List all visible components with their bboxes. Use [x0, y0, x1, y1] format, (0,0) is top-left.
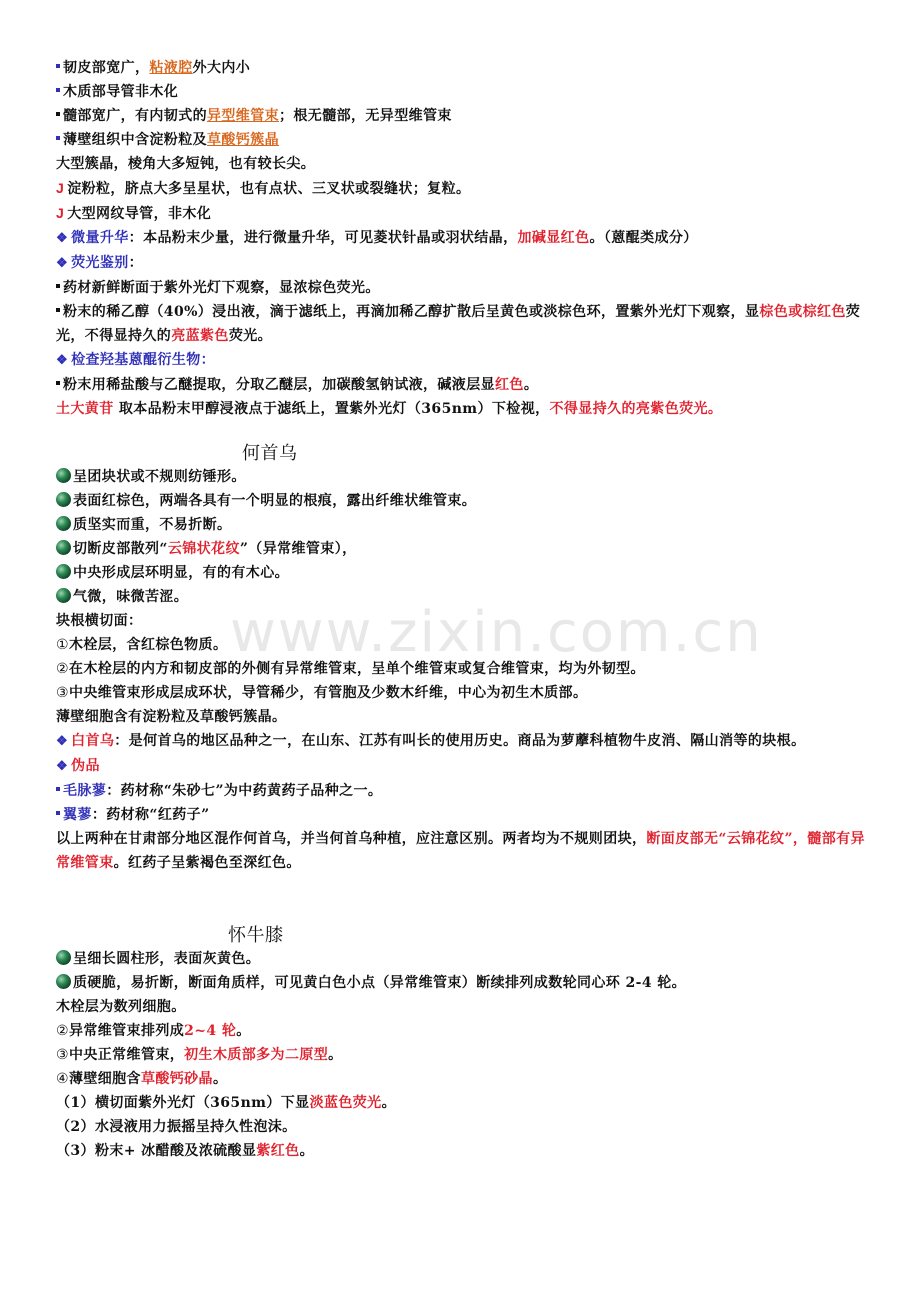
green-ball-bullet-icon	[56, 492, 71, 507]
text-line: 韧皮部宽广，粘液腔外大内小	[56, 56, 866, 80]
text-line: 质坚实而重，不易折断。	[56, 513, 866, 537]
green-ball-bullet-icon	[56, 516, 71, 531]
term-link: 异型维管束	[207, 108, 279, 124]
diamond-bullet-icon: ❖	[56, 353, 69, 368]
bullet-square-icon	[56, 284, 60, 288]
bullet-square-icon	[56, 308, 60, 312]
text-line: 土大黄苷 取本品粉末甲醇浸液点于滤纸上，置紫外光灯（365nm）下检视，不得显持久的亮紫色荧光。	[56, 401, 723, 417]
diamond-bullet-icon: ❖	[56, 759, 69, 774]
text-line: 翼蓼：药材称“红药子”	[56, 803, 866, 827]
green-ball-bullet-icon	[56, 540, 71, 555]
text-line: 切断皮部散列“云锦状花纹”（异常维管束），	[56, 537, 866, 561]
section-huainiuxi	[56, 947, 866, 1163]
text-line: 粉末用稀盐酸与乙醚提取，分取乙醚层，加碳酸氢钠试液，碱液层显红色。	[56, 373, 866, 397]
text-line: （2）水浸液用力振摇呈持久性泡沫。	[56, 1119, 297, 1135]
j-bullet-icon: J	[56, 205, 65, 221]
bullet-square-icon	[56, 64, 60, 68]
text-line: 呈细长圆柱形，表面灰黄色。	[56, 947, 866, 971]
diamond-bullet-icon: ❖	[56, 231, 69, 246]
text-line: 表面红棕色，两端各具有一个明显的根痕，露出纤维状维管束。	[56, 489, 866, 513]
section-title-heshouwu: 何首乌	[242, 443, 298, 464]
bullet-square-icon	[56, 811, 60, 815]
text-line: 中央形成层环明显，有的有木心。	[56, 561, 866, 585]
text-line: ①木栓层，含红棕色物质。	[56, 637, 228, 653]
term-link: 草酸钙簇晶	[207, 132, 279, 148]
green-ball-bullet-icon	[56, 564, 71, 579]
green-ball-bullet-icon	[56, 468, 71, 483]
text-line: ❖ 荧光鉴别：	[56, 255, 144, 271]
text-line: J 淀粉粒，脐点大多呈星状，也有点状、三叉状或裂缝状；复粒。	[56, 180, 471, 197]
text-line: 块根横切面：	[56, 613, 143, 629]
text-line: 木栓层为数列细胞。	[56, 999, 186, 1015]
text-line: ❖ 检查羟基蒽醌衍生物：	[56, 352, 216, 368]
section-rhubarb	[56, 56, 866, 421]
text-line: 药材新鲜断面于紫外光灯下观察，显浓棕色荧光。	[56, 276, 866, 300]
text-line: 大型簇晶，棱角大多短钝，也有较长尖。	[56, 156, 316, 172]
text-line: （1）横切面紫外光灯（365nm）下显淡蓝色荧光。	[56, 1095, 396, 1111]
text-line: J 大型网纹导管，非木化	[56, 205, 212, 222]
bullet-square-icon	[56, 381, 60, 385]
text-line: 呈团块状或不规则纺锤形。	[56, 465, 866, 489]
section-title-huainiuxi: 怀牛膝	[228, 925, 284, 946]
text-line: ❖ 伪品	[56, 758, 100, 774]
text-line: ③中央正常维管束，初生木质部多为二原型。	[56, 1047, 343, 1063]
bullet-square-icon	[56, 787, 60, 791]
text-line: 毛脉蓼：药材称“朱砂七”为中药黄药子品种之一。	[56, 779, 866, 803]
text-line: 髓部宽广，有内韧式的异型维管束；根无髓部，无异型维管束	[56, 104, 866, 128]
bullet-square-icon	[56, 112, 60, 116]
diamond-bullet-icon: ❖	[56, 734, 69, 749]
text-line: ④薄壁细胞含草酸钙砂晶。	[56, 1071, 228, 1087]
bullet-square-icon	[56, 88, 60, 92]
green-ball-bullet-icon	[56, 950, 71, 965]
text-line: ②异常维管束排列成2~4 轮。	[56, 1023, 251, 1039]
text-line: ②在木栓层的内方和韧皮部的外侧有异常维管束，呈单个维管束或复合维管束，均为外韧型。	[56, 661, 645, 677]
text-line: 薄壁组织中含淀粉粒及草酸钙簇晶	[56, 128, 866, 152]
text-line: 薄壁细胞含有淀粉粒及草酸钙簇晶。	[56, 709, 287, 725]
term-link: 粘液腔	[149, 60, 193, 76]
j-bullet-icon: J	[56, 180, 65, 196]
green-ball-bullet-icon	[56, 588, 71, 603]
text-line: ③中央维管束形成层成环状，导管稀少，有管胞及少数木纤维，中心为初生木质部。	[56, 685, 588, 701]
text-line: （3）粉末+ 冰醋酸及浓硫酸显紫红色。	[56, 1143, 314, 1159]
text-line: 木质部导管非木化	[56, 80, 866, 104]
bullet-square-icon	[56, 136, 60, 140]
text-paragraph: ❖ 白首乌：是何首乌的地区品种之一，在山东、江苏有叫长的使用历史。商品为萝藦科植物牛皮消、隔山消等的块根。	[56, 733, 806, 749]
text-line: 质硬脆，易折断，断面角质样，可见黄白色小点（异常维管束）断续排列成数轮同心环 2-4 轮。	[56, 971, 866, 995]
text-line: 气微，味微苦涩。	[56, 585, 866, 609]
text-paragraph: 以上两种在甘肃部分地区混作何首乌，并当何首乌种植，应注意区别。两者均为不规则团块，断面皮部无“云锦花纹”，髓部有异常维管束。红药子呈紫褐色至深红色。	[56, 831, 865, 871]
text-line: ❖ 微量升华：本品粉末少量，进行微量升华，可见菱状针晶或羽状结晶，加碱显红色。（蒽醌类成分）	[56, 230, 698, 246]
diamond-bullet-icon: ❖	[56, 256, 69, 271]
watermark: www.zixin.com.cn	[230, 600, 763, 665]
text-paragraph: 粉末的稀乙醇（40%）浸出液，滴于滤纸上，再滴加稀乙醇扩散后呈黄色或淡棕色环，置紫外光灯下观察，显棕色或棕红色荧光，不得显持久的亮蓝紫色荧光。	[56, 304, 861, 344]
green-ball-bullet-icon	[56, 974, 71, 989]
section-heshouwu	[56, 465, 866, 875]
